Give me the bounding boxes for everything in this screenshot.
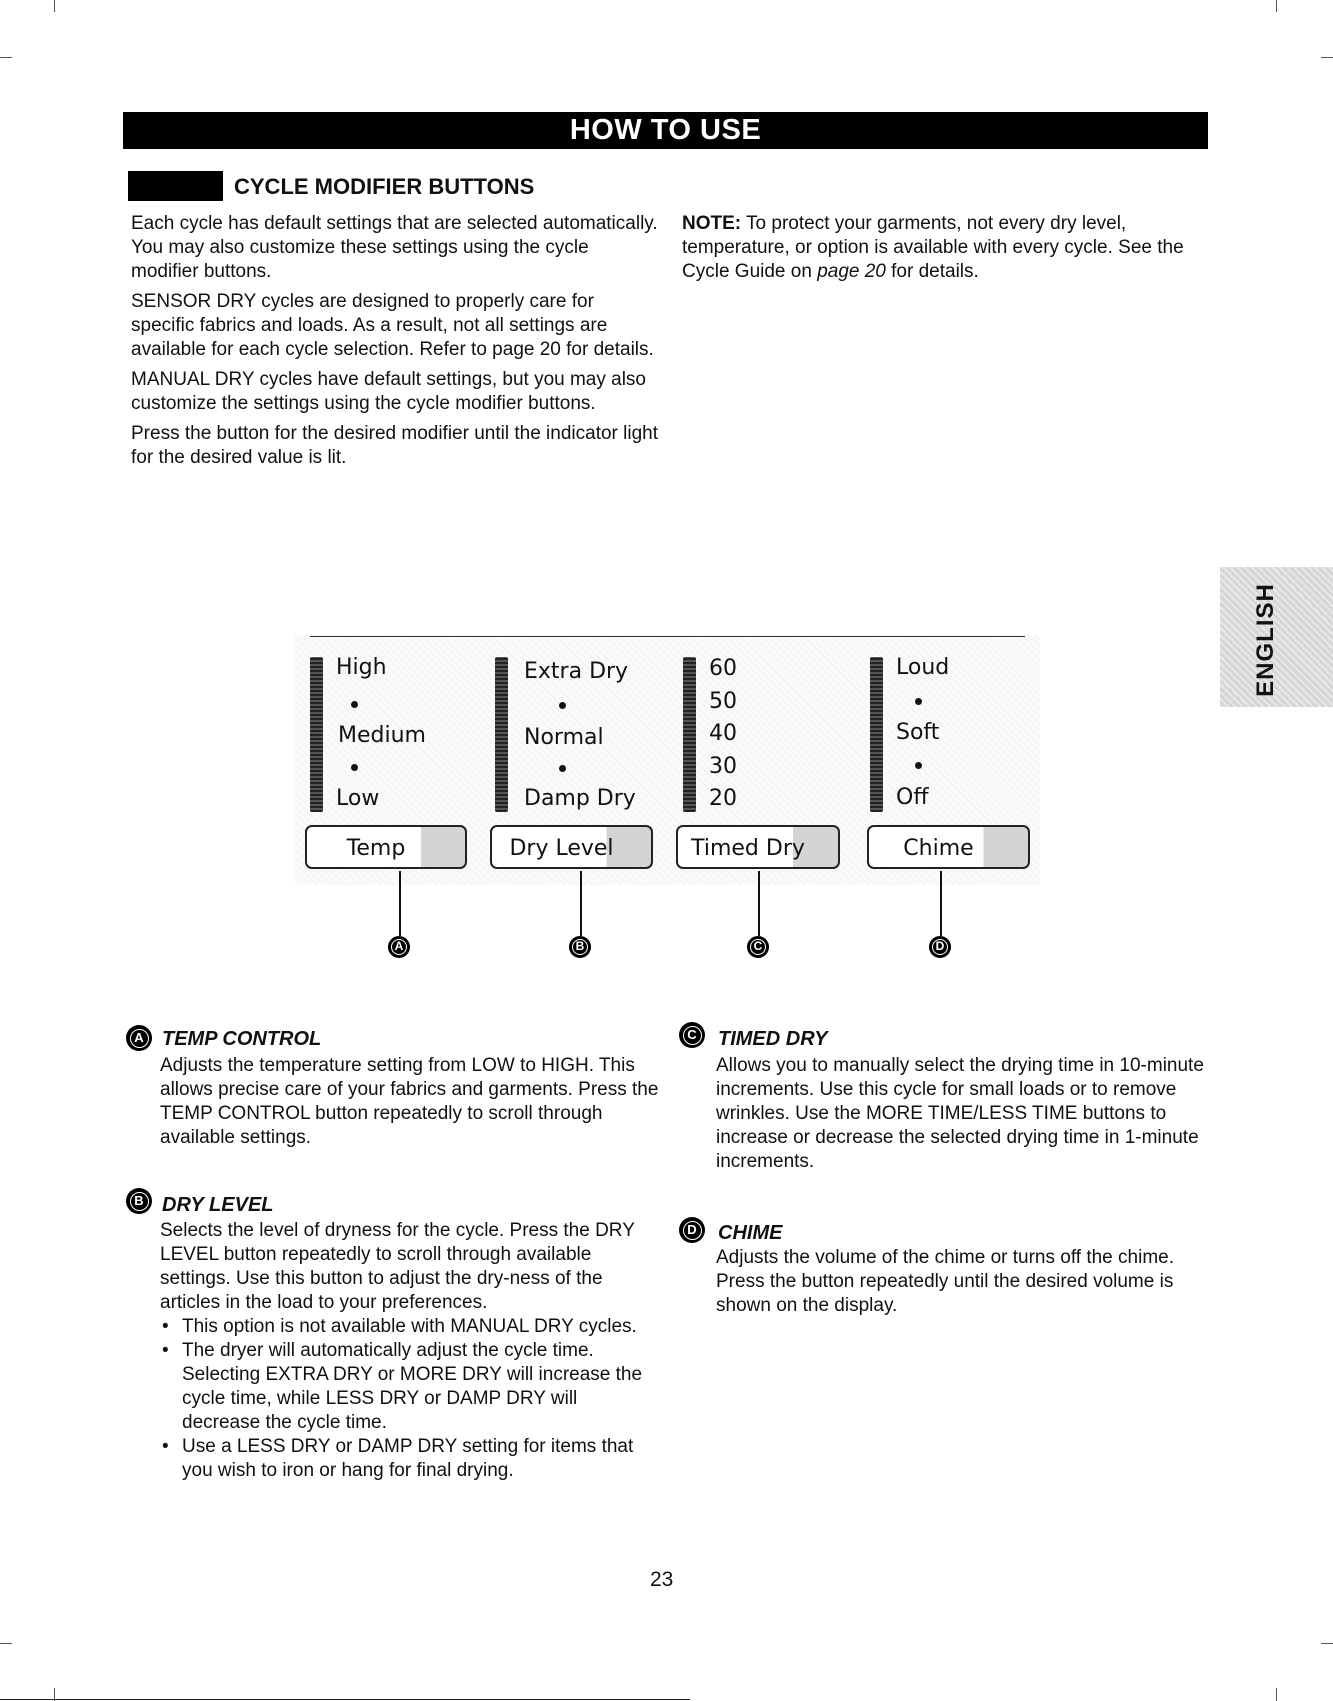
note-column	[682, 212, 1202, 290]
timed-dry-60: 60	[709, 656, 737, 681]
crop-mark	[0, 57, 12, 58]
item-c-body	[716, 1054, 1206, 1174]
item-d-title: CHIME	[718, 1222, 783, 1244]
badge-c-icon: C	[747, 936, 769, 958]
temp-level-low: Low	[336, 786, 380, 811]
bottom-rule	[0, 1699, 690, 1700]
section-title: CYCLE MODIFIER BUTTONS	[234, 174, 535, 199]
section-marker	[128, 171, 223, 201]
bullet-item: • The dryer will automatically adjust the cycle time. Selecting EXTRA DRY or MORE DRY will increase the cycle time, while LESS DRY or DAMP DRY will decrease the cycle time.	[182, 1339, 660, 1435]
bullet-item: • Use a LESS DRY or DAMP DRY setting for items that you wish to iron or hang for final drying.	[182, 1435, 660, 1483]
temp-level-high: High	[336, 655, 387, 680]
item-b-text: Selects the level of dryness for the cycle. Press the DRY LEVEL button repeatedly to scroll through available settings. Use this button to adjust the dry-ness of the articles in the load to your preferences.	[160, 1220, 635, 1313]
note-text-end: for details.	[885, 261, 979, 282]
item-a-badge-icon: A	[126, 1025, 152, 1051]
chime-level-dot	[915, 762, 922, 769]
item-b-bullets	[160, 1315, 660, 1483]
badge-b-icon: B	[569, 936, 591, 958]
dry-level-button[interactable]: Dry Level	[490, 825, 653, 869]
crop-mark	[0, 1643, 12, 1644]
language-tab-label: ENGLISH	[1252, 583, 1279, 697]
dry-level-dot	[559, 702, 566, 709]
note-text: To protect your garments, not every dry level, temperature, or option is available with every cycle. See the Cycle Guide on	[682, 213, 1184, 282]
timed-dry-30: 30	[709, 754, 737, 779]
temp-level-dot	[351, 764, 358, 771]
bullet-item: • This option is not available with MANUAL DRY cycles.	[182, 1315, 660, 1339]
temp-button[interactable]: Temp	[305, 825, 467, 869]
item-d-text: Adjusts the volume of the chime or turns off the chime. Press the button repeatedly until the desired volume is shown on the display.	[716, 1247, 1174, 1316]
item-a-text: Adjusts the temperature setting from LOW to HIGH. This allows precise care of your fabrics and garments. Press the TEMP CONTROL button repeatedly to scroll through available settings.	[160, 1055, 659, 1148]
crop-mark	[1321, 1643, 1333, 1644]
crop-mark	[1276, 0, 1277, 12]
crop-mark	[54, 0, 55, 12]
callout-line-d	[940, 871, 942, 936]
panel-edge	[310, 636, 1025, 637]
crop-mark	[1321, 57, 1333, 58]
timed-dry-40: 40	[709, 721, 737, 746]
timed-dry-button[interactable]: Timed Dry	[676, 825, 840, 869]
badge-d-icon: D	[929, 936, 951, 958]
dry-level-normal: Normal	[524, 725, 604, 750]
chime-button[interactable]: Chime	[867, 825, 1030, 869]
intro-paragraph: Press the button for the desired modifier until the indicator light for the desired value is lit.	[131, 423, 659, 468]
item-a-title: TEMP CONTROL	[162, 1028, 322, 1050]
dry-level-indicator-bar	[495, 657, 508, 812]
dry-level-dot	[559, 765, 566, 772]
note-paragraph	[682, 212, 1202, 284]
item-c-badge-icon: C	[679, 1022, 705, 1048]
temp-level-medium: Medium	[338, 723, 426, 748]
item-b-badge-icon: B	[126, 1188, 152, 1214]
chime-level-soft: Soft	[896, 720, 940, 745]
intro-column	[131, 212, 661, 476]
timed-dry-indicator-bar	[683, 657, 696, 812]
dry-level-damp-dry: Damp Dry	[524, 786, 636, 811]
note-page-ref: page 20	[817, 261, 886, 282]
temp-level-dot	[351, 701, 358, 708]
chime-indicator-bar	[870, 657, 883, 812]
note-label: NOTE:	[682, 213, 742, 234]
item-b-title: DRY LEVEL	[162, 1194, 274, 1216]
page-header: HOW TO USE	[123, 112, 1208, 149]
item-d-body	[716, 1246, 1206, 1318]
temp-indicator-bar	[310, 657, 323, 812]
badge-a-icon: A	[388, 936, 410, 958]
intro-paragraph: SENSOR DRY cycles are designed to properly care for specific fabrics and loads. As a result, not all settings are available for each cycle selection. Refer to page 20 for details.	[131, 291, 654, 360]
page-number: 23	[650, 1568, 674, 1591]
chime-level-dot	[915, 698, 922, 705]
crop-mark	[1276, 1688, 1277, 1701]
item-d-badge-icon: D	[679, 1217, 705, 1243]
callout-line-a	[399, 871, 401, 936]
intro-paragraph: MANUAL DRY cycles have default settings, but you may also customize the settings using the cycle modifier buttons.	[131, 369, 647, 414]
chime-level-off: Off	[896, 785, 929, 810]
item-a-body	[160, 1054, 660, 1150]
callout-line-b	[580, 871, 582, 936]
dry-level-extra-dry: Extra Dry	[524, 659, 629, 684]
intro-paragraph: Each cycle has default settings that are selected automatically. You may also customize these settings using the cycle modifier buttons.	[131, 213, 658, 282]
timed-dry-50: 50	[709, 689, 737, 714]
chime-level-loud: Loud	[896, 655, 950, 680]
item-c-title: TIMED DRY	[718, 1028, 828, 1050]
timed-dry-20: 20	[709, 786, 737, 811]
item-b-body	[160, 1219, 660, 1483]
item-c-text: Allows you to manually select the drying time in 10-minute increments. Use this cycle for small loads or to remove wrinkles. Use the MORE TIME/LESS TIME buttons to increase or decrease the selected drying time in 1-minute increments.	[716, 1055, 1204, 1172]
callout-line-c	[758, 871, 760, 936]
